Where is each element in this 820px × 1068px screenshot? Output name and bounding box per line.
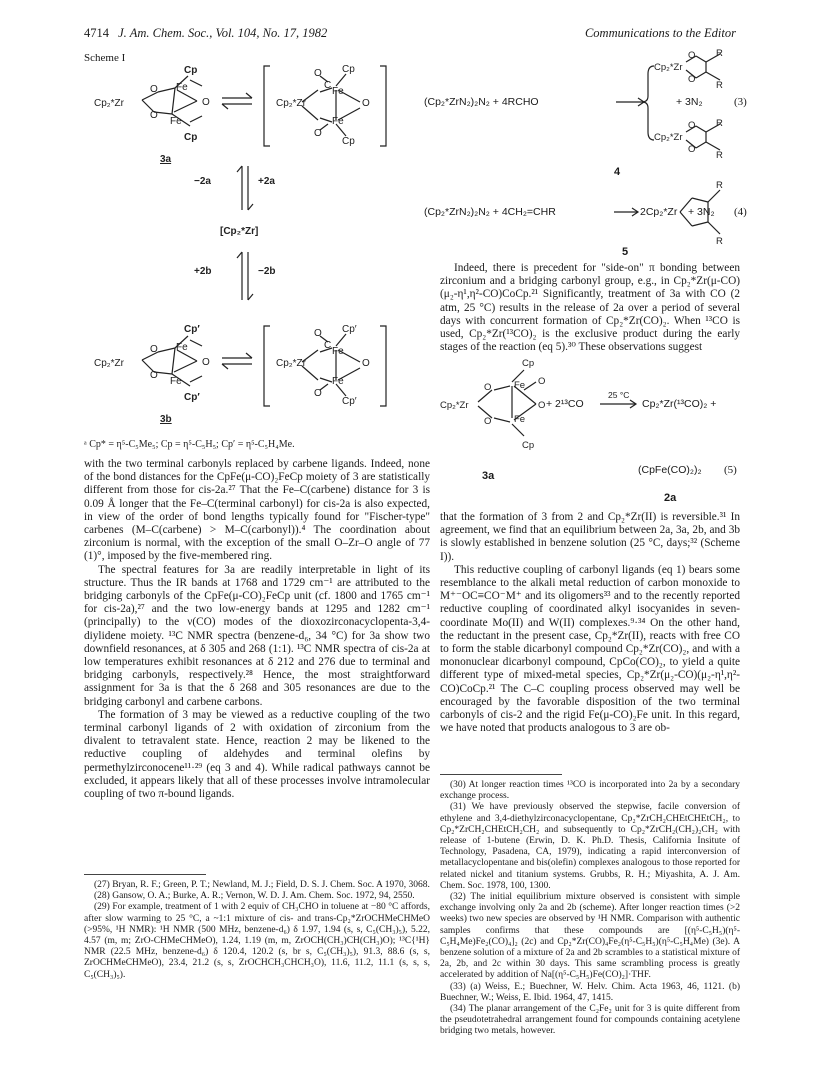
compound-label-3b: 3b bbox=[160, 414, 172, 425]
compound-label-5: 5 bbox=[622, 246, 629, 258]
eq4-tail: + 3N₂ bbox=[688, 206, 715, 218]
plus-2a-label: +2a bbox=[258, 176, 275, 187]
running-header bbox=[84, 26, 327, 41]
footnote: (29) For example, treatment of 1 with 2 equiv of CH₃CHO in toluene at −80 °C affords, after slow warming to 25 °C, a ~1:1 mixture of cis- and trans-Cp₂*ZrOCHMeCHMeO (>95%, ¹H NMR): ¹H NMR (500 MHz, benzene-d₆) δ 1.97, 1.94 (s, s, C₅(CH₃)₅), 5.22, 4.57 (m, m; ZrO-CHMeCHMeO), 1.24, 1.19 (m, m, ZrOCH(CH₃)CH(CH₃)O); ¹³C{¹H} NMR (22.5 MHz, benzene-d₆) δ 120.4, 120.2 (s, br s, C₅(CH₃)₅), 91.3, 88.6 (s, s, ZrOCHMeCHMeO), 23.4, 21.2 (s, s, ZrOCHCH₃CHCH₃O), 11.6, 11.2, 11.1 (s, s, s, C₅(CH₃)₅). bbox=[84, 902, 430, 980]
eq5-tail: (CpFe(CO)₂)₂ bbox=[638, 464, 702, 476]
oxygen-label: O bbox=[202, 357, 210, 368]
scheme-title: Scheme I bbox=[84, 52, 126, 64]
r-label: R bbox=[716, 48, 723, 59]
footnote: (33) (a) Weiss, E.; Buechner, W. Helv. Chim. Acta 1963, 46, 1121. (b) Buechner, W.; Weiss, E. Ibid. 1964, 47, 1415. bbox=[440, 981, 740, 1003]
r-label: R bbox=[716, 118, 723, 129]
iron-label: Fe bbox=[514, 414, 526, 425]
iron-label: Fe bbox=[332, 86, 344, 97]
eq4-product: 2Cp₂*Zr bbox=[640, 206, 678, 218]
cp2zr-label: Cp₂*Zr bbox=[94, 98, 124, 109]
cp2zr-bracket-label: [Cp₂*Zr] bbox=[220, 226, 259, 237]
iron-label: Fe bbox=[176, 342, 188, 353]
compound-label-2a: 2a bbox=[664, 492, 677, 504]
cp2zr-label: Cp₂*Zr bbox=[440, 400, 469, 411]
iron-label: Fe bbox=[332, 376, 344, 387]
cp-label: Cp bbox=[342, 64, 355, 75]
oxygen-label: O bbox=[150, 344, 158, 355]
r-label: R bbox=[716, 150, 723, 161]
left-column-body bbox=[84, 458, 430, 801]
cp-label: Cp bbox=[184, 132, 198, 143]
paragraph: The formation of 3 may be viewed as a reductive coupling of the two terminal carbonyl ligands of 2 with oxidation of zirconium from the divalent to tetravalent state. Hence, reaction 2 may be likened to the reductive coupling of aldehydes and terminal olefins by permethylzirconocene¹¹·²⁹ (eq 3 and 4). While radical pathways cannot be excluded, it appears likely that all of these processes involve intramolecular coupling of two π-bound ligands. bbox=[84, 708, 430, 801]
r-label: R bbox=[716, 180, 723, 191]
oxygen-label: O bbox=[538, 376, 546, 387]
r-label: R bbox=[716, 236, 723, 247]
oxygen-label: O bbox=[150, 370, 158, 381]
right-column-body-1 bbox=[440, 262, 740, 354]
cp-prime-label: Cp′ bbox=[342, 396, 357, 407]
minus-2a-label: −2a bbox=[194, 176, 211, 187]
oxygen-label: O bbox=[362, 358, 370, 369]
compound-label-4: 4 bbox=[614, 166, 621, 178]
journal-name: J. Am. Chem. Soc., bbox=[118, 26, 213, 40]
scheme-footnote: ᵃ Cp* = η⁵-C₅Me₅; Cp = η⁵-C₅H₅; Cp′ = η⁵-C₅H₄Me. bbox=[84, 439, 295, 450]
minus-2b-label: −2b bbox=[258, 266, 276, 277]
compound-label-3a: 3a bbox=[160, 154, 172, 165]
eq5-number: (5) bbox=[724, 464, 737, 476]
cp-label: Cp bbox=[522, 440, 535, 451]
cp-prime-label: Cp′ bbox=[184, 392, 200, 403]
oxygen-label: O bbox=[484, 382, 492, 393]
footnote: (31) We have previously observed the stepwise, facile conversion of ethylene and 3,4-diethylzirconacyclopentane, Cp₂*ZrCH₂CHEtCHEtCH₂, to Cp₂*ZrCH₂CHEtCH₂CH₂ and subsequently to Cp₂*ZrCH₂(CH₂)₂CH₂ with release of 1-butene (Erwin, D. K. Ph.D. Thesis, California Insitute of Technology, Pasadena, CA, 1979), indicating a rapid interconversion of metallacyclopentane and bis(olefin) complexes analogous to those reported for related nickel and titanium systems. Grubbs, R. H.; Miyashita, A. J. Am. Chem. Soc. 1978, 100, 1300. bbox=[440, 802, 740, 891]
cp2zr-label: Cp₂*Zr bbox=[276, 98, 306, 109]
oxygen-label: O bbox=[688, 50, 696, 61]
footnote: (28) Gansow, O. A.; Burke, A. R.; Vernon, W. D. J. Am. Chem. Soc. 1972, 94, 2550. bbox=[94, 891, 415, 902]
footnote-divider bbox=[440, 774, 562, 775]
r-label: R bbox=[716, 80, 723, 91]
oxygen-label: O bbox=[202, 97, 210, 108]
cp2zr-label: Cp₂*Zr bbox=[654, 132, 683, 143]
oxygen-label: O bbox=[150, 84, 158, 95]
cp2zr-label: Cp₂*Zr bbox=[276, 358, 306, 369]
footnote: (27) Bryan, R. F.; Green, P. T.; Newland, M. J.; Field, D. S. J. Chem. Soc. A 1970, 3068. bbox=[94, 880, 430, 890]
footnote: (32) The initial equilibrium mixture observed is consistent with simple exchange involving only 2a and 2b (scheme). After longer reaction times (>2 weeks) two new species are observed by ¹H NMR. Comparison with authentic samples confirms that these compounds are [(η⁵-C₅H₅)(η⁵-C₅H₄Me)Fe₂(CO)₄]₂ (2c) and Cp₂*Zr(CO)₄Fe₂(η⁵-C₅H₅)(η⁵-C₅H₄Me) (3e). A benzene solution of a mixture of 2a and 2b scrambles to a statistical mixture of 2a, 2b, and 2c within 30 days. This same scrambling process is greatly accelerated by addition of Na[(η⁵-C₅H₅)Fe(CO)₂]·THF. bbox=[440, 892, 740, 981]
paragraph: with the two terminal carbonyls replaced by carbene ligands. Indeed, none of the bond distances for the CpFe(μ-CO)₂FeCp moiety of 3 are statistically different from those for cis-2a.²⁷ That the Fe–C(carbene) distance for 3 is 0.09 Å longer that the Fe–C(terminal carbonyl) for cis-2a is also expected, in view of the order of bond lengths typically found for "Fischer-type" carbenes (M–C(carbene) > M–C(carbonyl)).⁴ The coordination about zirconium is normal, with the exception of the small O–Zr–O angle of 77 (1)°, imposed by the five-membered ring. bbox=[84, 458, 430, 563]
oxygen-label: O bbox=[538, 400, 546, 411]
plus-2b-label: +2b bbox=[194, 266, 212, 277]
oxygen-label: O bbox=[484, 416, 492, 427]
footnote: (34) The planar arrangement of the C₂Fe₂ unit for 3 is quite different from the pseudotetrahedral arrangement found for compounds containing acetylene bridging two metals, however. bbox=[440, 1004, 740, 1037]
paragraph: Indeed, there is precedent for "side-on" π bonding between zirconium and a bridging carbonyl group, e.g., in Cp₂*Zr(μ-CO)(μ₂-η¹,η²-CO)CoCp.²¹ Significantly, treatment of 3a with CO (2 atm, 25 °C) results in the release of 2a over a period of several days with concurrent formation of Cp₂*Zr(CO)₂. When ¹³CO is used, Cp₂*Zr(¹³CO)₂ is the exclusive product during the early stages of the reaction (eq 5).³⁰ These observations suggest bbox=[440, 262, 740, 354]
oxygen-label: O bbox=[314, 328, 322, 339]
cp-label: Cp bbox=[184, 65, 198, 76]
cp-label: Cp bbox=[522, 358, 535, 369]
equations-3-4-diagram bbox=[440, 48, 780, 288]
oxygen-label: O bbox=[688, 120, 696, 131]
compound-label-3a: 3a bbox=[482, 470, 495, 482]
oxygen-label: O bbox=[150, 110, 158, 121]
right-column-body-2 bbox=[440, 511, 740, 735]
iron-label: Fe bbox=[170, 116, 182, 127]
footnote-divider bbox=[84, 874, 206, 875]
iron-label: Fe bbox=[176, 82, 188, 93]
eq5-product: Cp₂*Zr(¹³CO)₂ + bbox=[642, 398, 717, 410]
cp-prime-label: Cp′ bbox=[342, 324, 357, 335]
right-footnotes bbox=[440, 780, 740, 1038]
paragraph: The spectral features for 3a are readily interpretable in light of its structure. Thus the IR bands at 1768 and 1729 cm⁻¹ are attributed to the bridging carbonyls of the CpFe(μ-CO)₂FeCp unit (cf. 1800 and 1765 cm⁻¹ for cis-2a),²⁷ and the two low-energy bands at 1295 and 1282 cm⁻¹ (principally) to the ν(CO) modes of the dioxozirconacyclopenta-3,4-diylidene moiety. ¹³C NMR spectra (benzene-d₆, 34 °C) for 3a show two downfield resonances, at δ 305 and 268 (1:1). ¹³C NMR spectra of cis-2a at low temperatures exhibit resonances at δ 212 and 276 due to terminal and bridging carbonyls, respectively.²⁸ Hence, the most straightforward assignment for 3a is that the δ 268 and 305 resonances are due to the bridging carbonyl and carbene carbons. bbox=[84, 563, 430, 708]
oxygen-label: O bbox=[314, 128, 322, 139]
journal-volume: Vol. 104, No. 17, 1982 bbox=[215, 26, 328, 40]
scheme-diagram bbox=[80, 62, 420, 432]
paragraph: This reductive coupling of carbonyl ligands (eq 1) bears some resemblance to the alkali metal reduction of carbon monoxide to M⁺⁻OC≡CO⁻M⁺ and its oligomers³³ and to the recently reported reductive coupling of coordinated alkyl isocyanides in seven-coordinate Mo(II) and W(II) complexes.⁹·³⁴ On the other hand, the reductant in the present case, Cp₂*Zr(II), reacts with free CO to form the stable dicarbonyl compound Cp₂*Zr(CO)₂, and with a mononuclear dicarbonyl compound, CpCo(CO)₂, to yield a quite different type of mixed-metal species, Cp₂*Zr(μ₂-CO)(μ₂-η¹,η²-CO)CoCp.²¹ The C–C coupling process observed may well be encouraged by the favorable disposition of the two terminal carbonyls of cis-2 and the rigid Fe(μ-CO)₂Fe unit. In this regard, we have noted that products analogous to 3 are ob- bbox=[440, 563, 740, 735]
carbon-label: C bbox=[324, 340, 332, 351]
cp-prime-label: Cp′ bbox=[184, 324, 200, 335]
iron-label: Fe bbox=[170, 376, 182, 387]
iron-label: Fe bbox=[514, 380, 526, 391]
iron-label: Fe bbox=[332, 116, 344, 127]
eq3-reactant: (Cp₂*ZrN₂)₂N₂ + 4RCHO bbox=[424, 96, 539, 108]
cp-label: Cp bbox=[342, 136, 355, 147]
eq4-number: (4) bbox=[734, 206, 747, 218]
oxygen-label: O bbox=[314, 68, 322, 79]
paragraph: that the formation of 3 from 2 and Cp₂*Zr(II) is reversible.³¹ In agreement, we find that an equilibrium between 2a, 3a, 2b, and 3b is slowly established in benzene solution (25 °C, days;³² (Scheme I)). bbox=[440, 511, 740, 563]
eq3-product: + 3N₂ bbox=[676, 96, 703, 108]
eq5-reagent: + 2¹³CO bbox=[546, 398, 584, 410]
cp2zr-label: Cp₂*Zr bbox=[654, 62, 683, 73]
page-number: 4714 bbox=[84, 26, 109, 40]
oxygen-label: O bbox=[688, 74, 696, 85]
eq4-reactant: (Cp₂*ZrN₂)₂N₂ + 4CH₂=CHR bbox=[424, 206, 556, 218]
footnote: (30) At longer reaction times ¹³CO is incorporated into 2a by a secondary exchange process. bbox=[440, 780, 740, 802]
oxygen-label: O bbox=[314, 388, 322, 399]
oxygen-label: O bbox=[362, 98, 370, 109]
carbon-label: C bbox=[324, 80, 332, 91]
iron-label: Fe bbox=[332, 346, 344, 357]
oxygen-label: O bbox=[688, 144, 696, 155]
eq3-number: (3) bbox=[734, 96, 747, 108]
cp2zr-label: Cp₂*Zr bbox=[94, 358, 124, 369]
left-footnotes bbox=[84, 880, 430, 981]
eq5-condition: 25 °C bbox=[608, 390, 630, 400]
section-title: Communications to the Editor bbox=[584, 26, 736, 40]
